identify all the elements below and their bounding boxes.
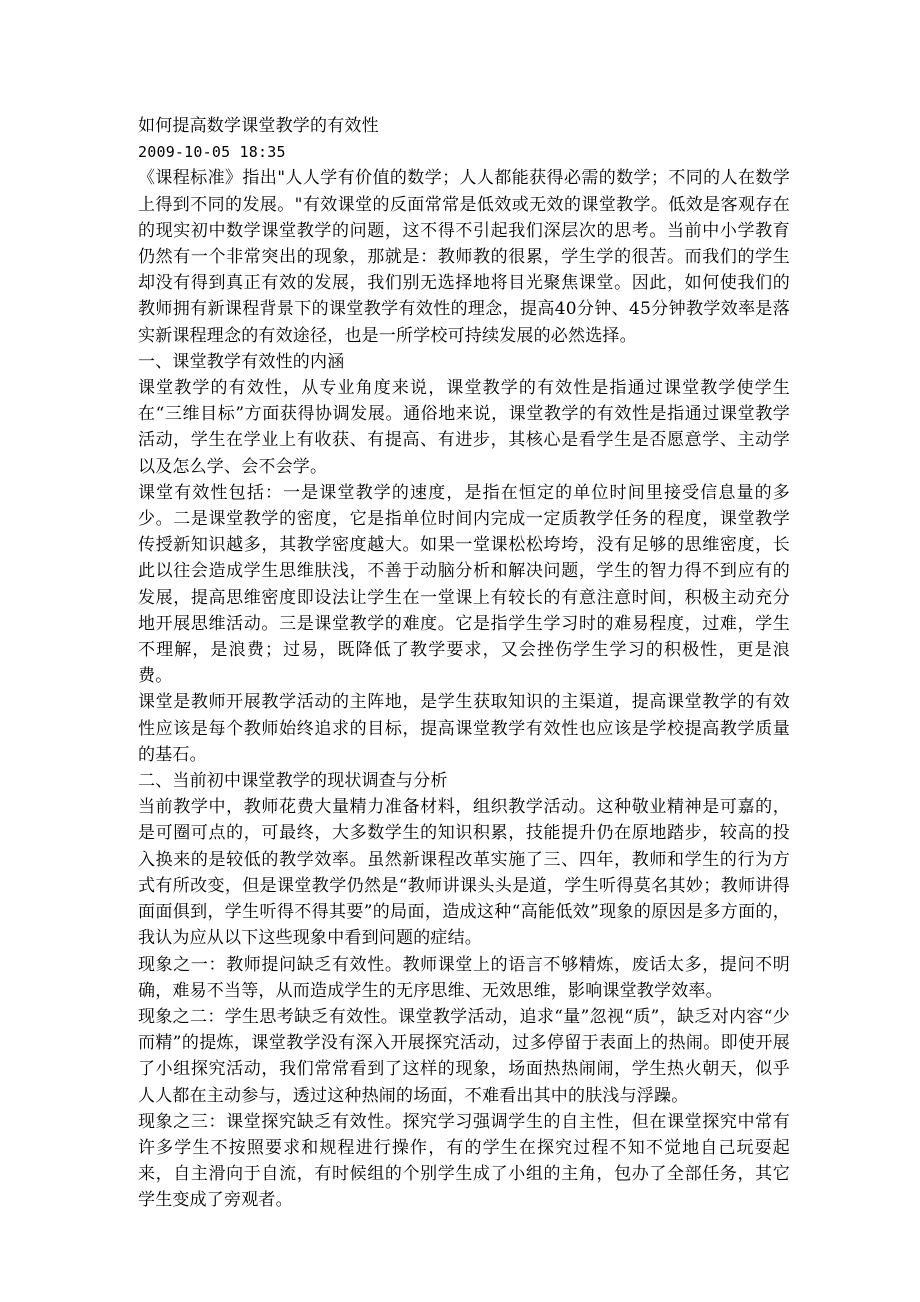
section-heading-2: 二、当前初中课堂教学的现状调查与分析 [138,771,448,792]
paragraph-current-state: 当前教学中，教师花费大量精力准备材料，组织教学活动。这种敬业精神是可嘉的，是可圈可点的，可最终，大多数学生的知识积累，技能提升仍在原地踏步，较高的投入换来的是较低的教学效率。虽然新课程改革实施了三、四年，教师和学生的行为方式有所改变，但是课堂教学仍然是“教师讲课头头是道，学生听得莫名其妙；教师讲得面面俱到，学生听得不得其要”的局面，造成这种“高能低效”现象的原因是多方面的，我认为应从以下这些现象中看到问题的症结。 [138,797,790,949]
paragraph-classroom-role: 课堂是教师开展教学活动的主阵地，是学生获取知识的主渠道，提高课堂教学的有效性应该是每个教师始终追求的目标，提高课堂教学有效性也应该是学校提高教学质量的基石。 [138,692,790,765]
paragraph-phenomenon-1: 现象之一：教师提问缺乏有效性。教师课堂上的语言不够精炼，废话太多，提问不明确，难易不当等，从而造成学生的无序思维、无效思维，影响课堂教学效率。 [138,954,790,1001]
section-heading-1: 一、课堂教学有效性的内涵 [138,351,345,372]
paragraph-phenomenon-3: 现象之三：课堂探究缺乏有效性。探究学习强调学生的自主性，但在课堂探究中常有许多学生不按照要求和规程进行操作，有的学生在探究过程不知不觉地自己玩耍起来，自主滑向于自流，有时候组的个别学生成了小组的主角，包办了全部任务，其它学生变成了旁观者。 [138,1111,790,1211]
document-date: 2009-10-05 18:35 [138,143,286,162]
paragraph-definition: 课堂教学的有效性，从专业角度来说，课堂教学的有效性是指通过课堂教学使学生在“三维目标”方面获得协调发展。通俗地来说，课堂教学的有效性是指通过课堂教学活动，学生在学业上有收获、有提高、有进步，其核心是看学生是否愿意学、主动学以及怎么学、会不会学。 [138,378,790,477]
paragraph-effectiveness-aspects: 课堂有效性包括：一是课堂教学的速度，是指在恒定的单位时间里接受信息量的多少。二是课堂教学的密度，它是指单位时间内完成一定质教学任务的程度，课堂教学传授新知识越多，其教学密度越大。如果一堂课松松垮垮，没有足够的思维密度，长此以往会造成学生思维肤浅，不善于动脑分析和解决问题，学生的智力得不到应有的发展，提高思维密度即设法让学生在一堂课上有较长的有意注意时间，积极主动充分地开展思维活动。三是课堂教学的难度。它是指学生学习时的难易程度，过难，学生不理解，是浪费；过易，既降低了教学要求，又会挫伤学生学习的积极性，更是浪费。 [138,482,790,687]
document-title: 如何提高数学课堂教学的有效性 [138,116,379,136]
paragraph-phenomenon-2: 现象之二：学生思考缺乏有效性。课堂教学活动，追求“量”忽视“质”，缺乏对内容“少而精”的提炼，课堂教学没有深入开展探究活动，过多停留于表面上的热闹。即使开展了小组探究活动，我们常常看到了这样的现象，场面热热闹闹，学生热火朝天，似乎人人都在主动参与，透过这种热闹的场面，不难看出其中的肤浅与浮躁。 [138,1006,790,1106]
document-page [138,113,790,1214]
paragraph-intro: 《课程标准》指出"人人学有价值的数学；人人都能获得必需的数学；不同的人在数学上得到不同的发展。"有效课堂的反面常常是低效或无效的课堂教学。低效是客观存在的现实初中数学课堂教学的问题，这不得不引起我们深层次的思考。当前中小学教育仍然有一个非常突出的现象，那就是：教师教的很累，学生学的很苦。而我们的学生却没有得到真正有效的发展，我们别无选择地将目光聚焦课堂。因此，如何使我们的教师拥有新课程背景下的课堂教学有效性的理念，提高40分钟、45分钟教学效率是落实新课程理念的有效途径，也是一所学校可持续发展的必然选择。 [138,168,790,346]
